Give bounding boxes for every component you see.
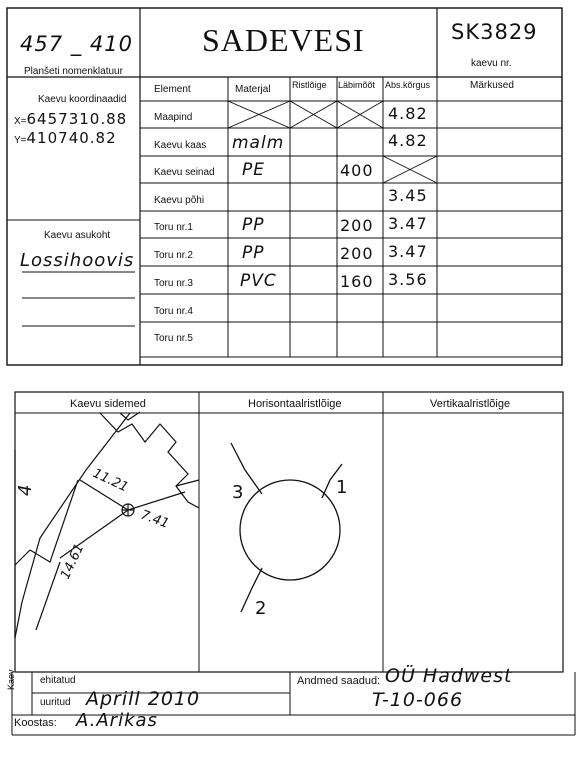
pipe-label-2: 2 [255, 598, 267, 619]
page-title: SADEVESI [202, 22, 365, 58]
col-header-material: Materjal [235, 84, 271, 95]
cell-height-cover: 4.82 [388, 131, 428, 150]
coordinate-y-value: 410740.82 [26, 129, 117, 147]
row-label-pipe-3: Toru nr.3 [154, 278, 193, 289]
row-label-pipe-5: Toru nr.5 [154, 333, 193, 344]
cell-material-pipe-3: PVC [240, 271, 277, 291]
crossed-cells-maapind [228, 101, 383, 128]
cell-diameter-pipe-1: 200 [340, 216, 374, 235]
cell-material-pipe-2: PP [242, 243, 265, 263]
section-header-horizontal: Horisontaalristlõige [248, 398, 342, 410]
crossed-cell-walls-height [383, 156, 437, 183]
cell-height-pipe-3: 3.56 [388, 270, 428, 289]
pipe-label-1: 1 [336, 477, 348, 498]
well-number-value: SK3829 [451, 20, 538, 44]
pipe-label-3: 3 [232, 482, 244, 503]
row-label-pipe-4: Toru nr.4 [154, 306, 193, 317]
map-sheet-value: 457 _ 410 [20, 32, 134, 56]
well-number-label: kaevu nr. [471, 58, 512, 69]
footer-data-from-value: OÜ Hadwest [385, 665, 513, 687]
col-header-diameter: Läbimõõt [338, 80, 376, 90]
sketch-distance-bottom: 14.61 [58, 541, 88, 582]
col-header-abs-height: Abs.kõrgus [385, 80, 431, 90]
coordinate-y-row [14, 129, 117, 147]
cell-material-walls: PE [242, 160, 265, 180]
footer-surveyed-label: uuritud [40, 697, 71, 708]
sketch-building-number: 4 [15, 484, 36, 496]
section-header-vertical: Vertikaalristlõige [430, 398, 511, 410]
footer-surveyed-value: Aprill 2010 [86, 688, 201, 710]
cell-material-pipe-1: PP [242, 215, 265, 235]
row-label-bottom: Kaevu põhi [154, 195, 205, 206]
col-header-element: Element [154, 84, 191, 95]
sketch-distance-top: 11.21 [90, 466, 131, 496]
connections-sketch [15, 412, 199, 638]
cell-height-ground: 4.82 [388, 104, 428, 123]
coordinate-x-row [14, 110, 127, 128]
col-header-notes: Märkused [470, 80, 514, 91]
sketch-distance-right: 7.41 [138, 507, 171, 532]
cell-height-pipe-2: 3.47 [388, 242, 428, 261]
location-label: Kaevu asukoht [44, 230, 111, 241]
cell-height-bottom: 3.45 [388, 186, 428, 205]
footer-built-label: ehitatud [40, 675, 76, 686]
cell-diameter-pipe-3: 160 [340, 272, 374, 291]
coordinate-x-prefix: X= [14, 116, 27, 127]
section-header-connections: Kaevu sidemed [70, 398, 146, 410]
footer-kaev-label: Kaev [6, 669, 16, 690]
col-header-cross-section: Ristlõige [292, 80, 327, 90]
map-sheet-label: Planšeti nomenklatuur [24, 66, 123, 77]
coordinates-label: Kaevu koordinaadid [38, 94, 127, 105]
row-label-walls: Kaevu seinad [154, 167, 215, 178]
footer-data-from-ref: T-10-066 [372, 689, 464, 711]
footer-author-value: A.Arikas [76, 710, 158, 731]
footer-data-from-label: Andmed saadud: [297, 675, 381, 687]
row-label-ground: Maapind [154, 112, 193, 123]
cell-diameter-walls: 400 [340, 161, 374, 180]
footer-author-label: Koostas: [14, 717, 57, 729]
row-label-pipe-1: Toru nr.1 [154, 222, 193, 233]
cell-material-cover: malm [232, 133, 285, 153]
row-label-cover: Kaevu kaas [154, 140, 207, 151]
cell-height-pipe-1: 3.47 [388, 214, 428, 233]
row-label-pipe-2: Toru nr.2 [154, 250, 193, 261]
horizontal-section-drawing [231, 443, 342, 612]
coordinate-y-prefix: Y= [14, 135, 27, 146]
coordinate-x-value: 6457310.88 [26, 110, 128, 128]
cell-diameter-pipe-2: 200 [340, 244, 374, 263]
location-value: Lossihoovis [20, 250, 135, 271]
